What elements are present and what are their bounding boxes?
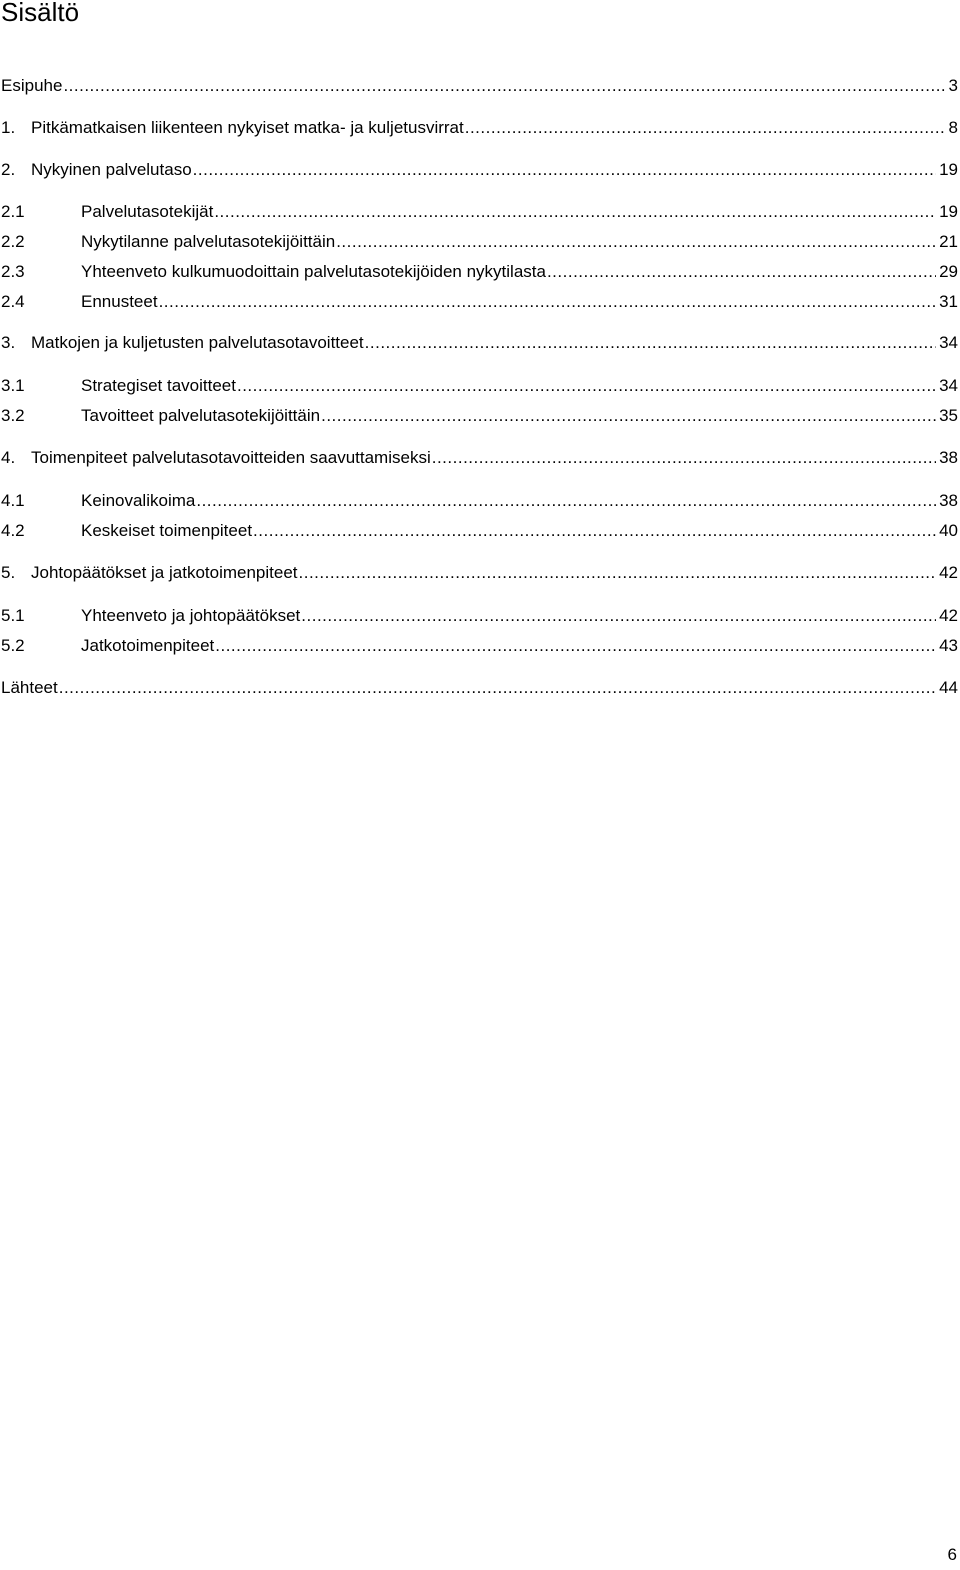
- toc-entry-label: Strategiset tavoitteet: [81, 376, 236, 395]
- toc-entry-page: 43: [939, 636, 958, 655]
- toc-dot-leader: [253, 521, 936, 541]
- toc-entry-number: 1.: [1, 118, 16, 137]
- toc-entry-number: 4.1: [1, 491, 25, 510]
- toc-entry-label: Toimenpiteet palvelutasotavoitteiden saavuttamiseksi: [31, 448, 431, 467]
- toc-entry[interactable]: [1, 290, 958, 312]
- toc-entry-page: 42: [939, 606, 958, 625]
- toc-dot-leader: [547, 262, 936, 282]
- toc-entry-label: Tavoitteet palvelutasotekijöittäin: [81, 406, 321, 425]
- toc-entry-number: 3.2: [1, 406, 25, 425]
- toc-dot-leader: [465, 118, 945, 138]
- toc-entry-label: Keskeiset toimenpiteet: [81, 521, 253, 540]
- toc-entry[interactable]: [1, 74, 958, 96]
- toc-entry[interactable]: [1, 676, 958, 698]
- toc-entry-page: 34: [939, 376, 958, 395]
- toc-entry[interactable]: [1, 604, 958, 626]
- toc-entry-page: 3: [948, 76, 958, 95]
- toc-dot-leader: [215, 636, 936, 656]
- toc-dot-leader: [301, 606, 936, 626]
- toc-dot-leader: [237, 376, 936, 396]
- toc-entry-page: 40: [939, 521, 958, 540]
- toc-entry-label: Yhteenveto ja johtopäätökset: [81, 606, 301, 625]
- toc-entry-page: 44: [939, 678, 958, 697]
- toc-dot-leader: [214, 202, 936, 222]
- toc-entry[interactable]: [1, 561, 958, 583]
- toc-entry[interactable]: [1, 489, 958, 511]
- toc-entry[interactable]: [1, 158, 958, 180]
- toc-entry-page: 35: [939, 406, 958, 425]
- toc-entry[interactable]: [1, 230, 958, 252]
- toc-dot-leader: [321, 406, 936, 426]
- toc-entry-label: Johtopäätökset ja jatkotoimenpiteet: [31, 563, 298, 582]
- toc-entry-number: 2.3: [1, 262, 25, 281]
- toc-dot-leader: [159, 292, 937, 312]
- toc-entry-number: 5.2: [1, 636, 25, 655]
- toc-dot-leader: [63, 76, 945, 96]
- toc-dot-leader: [336, 232, 936, 252]
- toc-entry[interactable]: [1, 116, 958, 138]
- toc-entry-page: 21: [939, 232, 958, 251]
- toc-dot-leader: [432, 448, 936, 468]
- toc-entry-page: 34: [939, 333, 958, 352]
- toc-entry-page: 29: [939, 262, 958, 281]
- toc-entry-label: Palvelutasotekijät: [81, 202, 214, 221]
- toc-dot-leader: [365, 333, 936, 353]
- toc-entry-label: Nykyinen palvelutaso: [31, 160, 192, 179]
- toc-entry[interactable]: [1, 446, 958, 468]
- toc-entry-label: Keinovalikoima: [81, 491, 196, 510]
- toc-entry-page: 31: [939, 292, 958, 311]
- toc-entry-label: Pitkämatkaisen liikenteen nykyiset matka- ja kuljetusvirrat: [31, 118, 464, 137]
- toc-dot-leader: [193, 160, 936, 180]
- toc-entry-number: 4.: [1, 448, 16, 467]
- toc-entry-page: 42: [939, 563, 958, 582]
- toc-entry-page: 19: [939, 202, 958, 221]
- toc-entry-number: 5.: [1, 563, 16, 582]
- toc-entry-number: 2.2: [1, 232, 25, 251]
- toc-dot-leader: [59, 678, 936, 698]
- toc-entry-page: 38: [939, 448, 958, 467]
- toc-entry-label: Esipuhe: [1, 76, 63, 95]
- toc-entry-number: 5.1: [1, 606, 25, 625]
- toc-entry-number: 3.: [1, 333, 16, 352]
- toc-entry-number: 4.2: [1, 521, 25, 540]
- toc-entry-number: 2.: [1, 160, 16, 179]
- toc-entry-number: 3.1: [1, 376, 25, 395]
- toc-entry[interactable]: [1, 260, 958, 282]
- toc-entry[interactable]: [1, 331, 958, 353]
- toc-entry-number: 2.1: [1, 202, 25, 221]
- toc-dot-leader: [196, 491, 936, 511]
- toc-entry[interactable]: [1, 374, 958, 396]
- toc-entry-label: Yhteenveto kulkumuodoittain palvelutasotekijöiden nykytilasta: [81, 262, 546, 281]
- toc-entry-label: Nykytilanne palvelutasotekijöittäin: [81, 232, 336, 251]
- toc-entry[interactable]: [1, 404, 958, 426]
- page-number: 6: [947, 1545, 957, 1564]
- toc-entry-page: 19: [939, 160, 958, 179]
- toc-entry-page: 8: [948, 118, 958, 137]
- toc-entry-page: 38: [939, 491, 958, 510]
- page-title: Sisältö: [1, 0, 80, 27]
- toc-entry[interactable]: [1, 200, 958, 222]
- toc-entry-label: Matkojen ja kuljetusten palvelutasotavoitteet: [31, 333, 364, 352]
- table-of-contents: [0, 0, 960, 760]
- toc-entry-label: Ennusteet: [81, 292, 158, 311]
- toc-dot-leader: [299, 563, 937, 583]
- toc-entry[interactable]: [1, 634, 958, 656]
- toc-entry-label: Lähteet: [1, 678, 58, 697]
- toc-entry[interactable]: [1, 519, 958, 541]
- toc-entry-number: 2.4: [1, 292, 25, 311]
- toc-entry-label: Jatkotoimenpiteet: [81, 636, 215, 655]
